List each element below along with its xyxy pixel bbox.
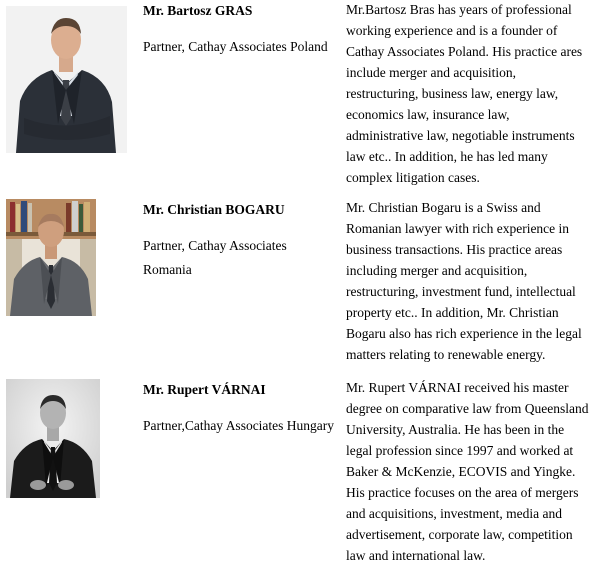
bio-line: advertisement, corporate law, competition [346,527,573,542]
bio-line: legal profession since 1997 and worked at [346,443,574,458]
bio-line: Baker & McKenzie, ECOVIS and Yingke. [346,464,576,479]
bio-line: working experience and is a founder of [346,23,558,38]
bio-line: restructuring, business law, energy law, [346,86,559,101]
bio-line: Mr.Bartosz Bras has years of professional [346,2,572,17]
person-role [143,414,333,438]
bio-line: including merger and acquisition, [346,263,528,278]
person-name: Mr. Bartosz GRAS [143,3,253,18]
bio-line: degree on comparative law from Queensland [346,401,589,416]
bio-line: economics law, insurance law, [346,107,510,122]
bio-line: property etc.. In addition, Mr. Christian [346,305,559,320]
portrait-photo-rupert-varnai [6,379,100,498]
bio-line: His practice focuses on the area of mergers [346,485,579,500]
bio-line: law and international law. [346,548,486,563]
bio-line: complex litigation cases. [346,170,480,185]
person-role [143,35,333,59]
bio-line: University, Australia. He has been in the [346,422,565,437]
bio-line: business transactions. His practice areas [346,242,563,257]
bio-line: Mr. Christian Bogaru is a Swiss and [346,200,541,215]
bio-line: and acquisitions, investment, media and [346,506,562,521]
bio-line: Mr. Rupert VÁRNAI received his master [346,380,569,395]
bio-line: matters relating to renewable energy. [346,347,546,362]
role-line: Partner,Cathay Associates Hungary [143,418,335,433]
person-name: Mr. Rupert VÁRNAI [143,382,266,397]
bio-line: Cathay Associates Poland. His practice ares [346,44,583,59]
person-role [143,234,333,282]
bio-line: administrative law, negotiable instruments [346,128,575,143]
bio-line: restructuring, investment fund, intellectual [346,284,576,299]
person-bio [346,377,592,566]
role-line: Romania [143,262,192,277]
portrait-photo-christian-bogaru [6,199,96,316]
portrait-photo-bartosz-gras [6,6,127,153]
role-line: Partner, Cathay Associates Poland [143,39,328,54]
role-line: Partner, Cathay Associates [143,238,287,253]
bio-line: Romanian lawyer with rich experience in [346,221,570,236]
person-bio [346,197,592,365]
bio-line: law etc.. In addition, he has led many [346,149,548,164]
bio-line: Bogaru also has rich experience in the legal [346,326,582,341]
bio-line: include merger and acquisition, [346,65,516,80]
person-bio [346,0,592,188]
person-name: Mr. Christian BOGARU [143,202,285,217]
